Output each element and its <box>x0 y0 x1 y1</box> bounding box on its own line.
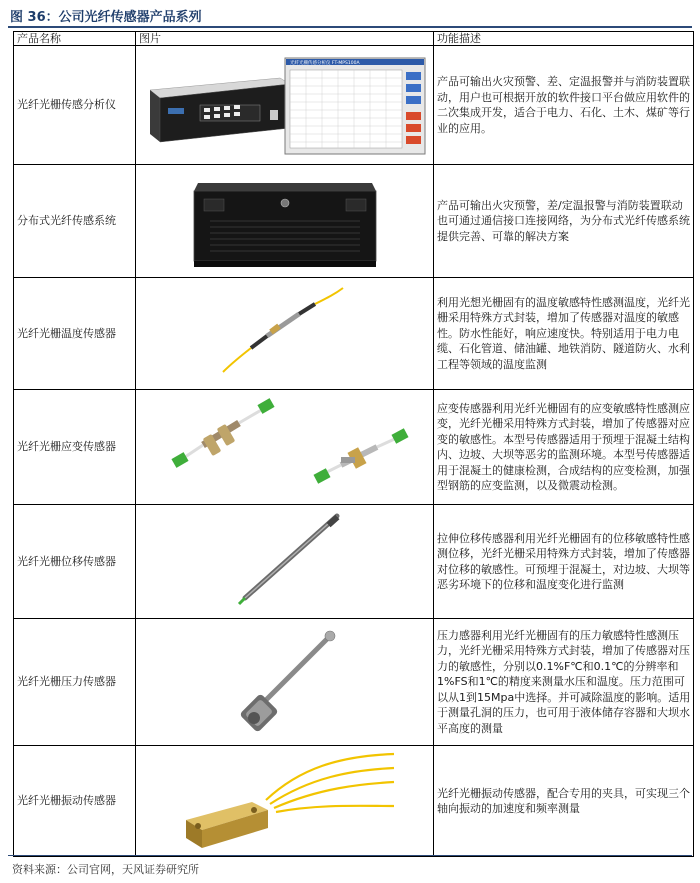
strain-sensor-image <box>155 393 415 501</box>
table-row <box>14 278 694 390</box>
product-image-cell <box>136 165 434 278</box>
footer-rule <box>8 855 692 856</box>
temperature-probe-image <box>215 284 355 384</box>
pressure-sensor-image <box>210 624 360 740</box>
figure-title: 图 36：公司光纤传感器产品系列 <box>10 10 202 25</box>
product-name: 光纤光栅振动传感器 <box>14 746 136 857</box>
product-description: 压力感器利用光纤光栅固有的压力敏感特性感测压力，光纤光栅采用特殊方式封装，增加了传感器对压力的敏感性，分别以0.1%F℃和0.1℃的分辨率和1%FS和1℃的精度来测量水压和温度。压力范围可以从1到15Mpa中选择。并可减除温度的影响。适用于测量孔洞的压力，也可用于液体储存容器和大坝水平高度的测量 <box>434 619 694 746</box>
product-name: 光纤光栅传感分析仪 <box>14 46 136 165</box>
header-image: 图片 <box>136 32 434 46</box>
table-header-row <box>14 32 694 46</box>
displacement-sensor-image <box>215 510 355 614</box>
analyzer-image <box>140 50 430 160</box>
table-row <box>14 390 694 505</box>
product-description: 光纤光栅振动传感器，配合专用的夹具，可实现三个轴向振动的加速度和频率测量 <box>434 746 694 857</box>
table-row <box>14 619 694 746</box>
header-description: 功能描述 <box>434 32 694 46</box>
product-image-cell <box>136 390 434 505</box>
product-description: 利用光想光栅固有的温度敏感特性感测温度，光纤光栅采用特殊方式封装，增加了传感器对温度的敏感性。防水性能好，响应速度快。特别适用于电力电缆、石化管道、储油罐、地铁消防、隧道防火、水利工程等领域的温度监测 <box>434 278 694 390</box>
header-product-name: 产品名称 <box>14 32 136 46</box>
product-image-cell <box>136 278 434 390</box>
product-image-cell <box>136 746 434 857</box>
product-description: 产品可输出火灾预警，差/定温报警与消防装置联动也可通过通信接口连接网络，为分布式光纤传感系统提供完善、可靠的解决方案 <box>434 165 694 278</box>
product-image-cell <box>136 46 434 165</box>
analyzer-screen-title: 光纤光栅传感分析仪 FT-MPS100A <box>289 61 360 66</box>
table-row <box>14 505 694 619</box>
product-description: 拉伸位移传感器利用光纤光栅固有的位移敏感特性感测位移，光纤光栅采用特殊方式封装，增加了传感器对位移的敏感性。可预埋于混凝土，对边坡、大坝等恶劣环境下的位移和温度变化进行监测 <box>434 505 694 619</box>
product-image-cell <box>136 505 434 619</box>
chassis-image <box>190 169 380 273</box>
vibration-sensor-image <box>170 748 400 854</box>
product-table <box>13 31 694 857</box>
product-name: 光纤光栅压力传感器 <box>14 619 136 746</box>
table-row <box>14 165 694 278</box>
table-row <box>14 746 694 857</box>
product-name: 分布式光纤传感系统 <box>14 165 136 278</box>
product-image-cell <box>136 619 434 746</box>
table-row <box>14 46 694 165</box>
product-name: 光纤光栅位移传感器 <box>14 505 136 619</box>
product-description: 产品可输出火灾预警、差、定温报警并与消防装置联动，用户也可根据开放的软件接口平台做应用软件的二次集成开发，适合于电力、石化、土木、煤矿等行业的应用。 <box>434 46 694 165</box>
product-name: 光纤光栅温度传感器 <box>14 278 136 390</box>
product-description: 应变传感器利用光纤光栅固有的应变敏感特性感测应变，光纤光栅采用特殊方式封装，增加了传感器对应变的敏感性。本型号传感器适用于预埋于混凝土结构内、边坡、大坝等恶劣的监测环境。本型号传感器适用于混凝土的健康检测，合成结构的应变检测，加强型钢筋的应变监测，以及微震动检测。 <box>434 390 694 505</box>
product-name: 光纤光栅应变传感器 <box>14 390 136 505</box>
source-note: 资料来源：公司官网，天风证券研究所 <box>12 863 199 876</box>
title-rule <box>8 26 692 28</box>
